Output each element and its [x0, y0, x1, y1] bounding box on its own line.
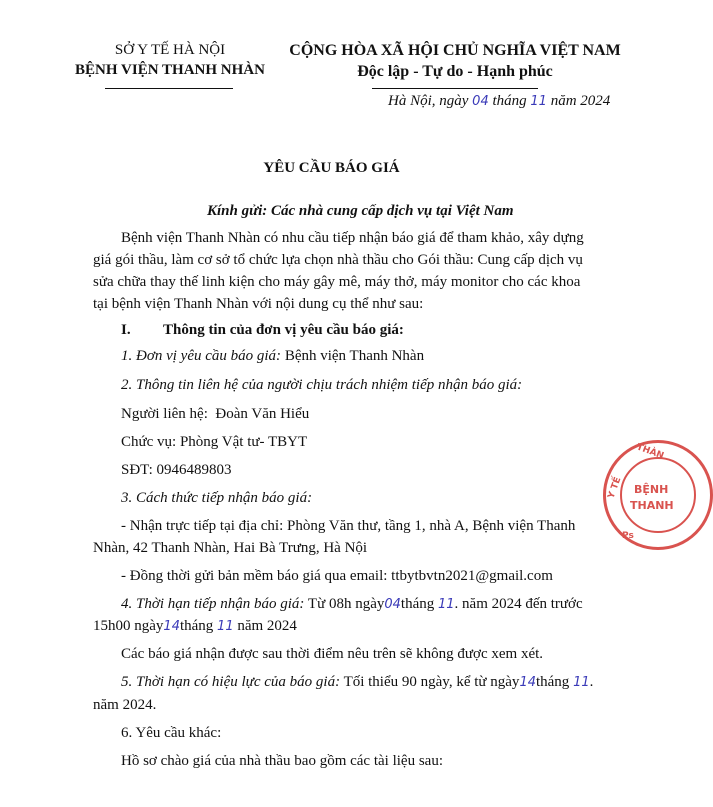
item-4-day-b: 14	[163, 619, 180, 634]
section-number: I.	[121, 322, 131, 338]
date-month: 11	[530, 94, 547, 109]
item-5-text-b: tháng	[535, 674, 570, 690]
item-4-text-b: tháng	[400, 596, 435, 612]
intro-line-1: Bệnh viện Thanh Nhàn có nhu cầu tiếp nhận báo giá để tham khảo, xây dựng	[121, 230, 584, 246]
contact-person-value: Đoàn Văn Hiểu	[215, 406, 310, 422]
item-4-day-a: 04	[384, 597, 401, 612]
red-seal-stamp	[603, 440, 713, 550]
org-parent: SỞ Y TẾ HÀ NỘI	[114, 42, 226, 58]
contact-phone: SĐT: 0946489803	[121, 462, 232, 478]
item-3-direct-line-2: Nhàn, 42 Thanh Nhàn, Hai Bà Trưng, Hà Nội	[93, 540, 368, 556]
item-5-month: 11	[573, 675, 590, 690]
item-1	[121, 348, 424, 365]
item-4-line-1	[121, 596, 583, 613]
item-5-line-1	[121, 674, 593, 691]
contact-position: Chức vụ: Phòng Vật tư- TBYT	[121, 434, 308, 450]
intro-line-4: tại bệnh viện Thanh Nhàn với nội dung cụ thể như sau:	[93, 296, 424, 312]
item-4-text-d: 15h00 ngày	[93, 618, 164, 634]
intro-line-3: sửa chữa thay thế linh kiện cho máy gây mê, máy thở, máy monitor cho các khoa	[93, 274, 581, 290]
date-day: 04	[472, 94, 489, 109]
date-prefix: Hà Nội, ngày	[388, 93, 469, 109]
section-heading: Thông tin của đơn vị yêu cầu báo giá:	[163, 322, 404, 338]
item-6-label: 6. Yêu cầu khác:	[121, 725, 222, 741]
item-4-line-2	[93, 618, 297, 635]
item-5-text-c: .	[589, 674, 594, 690]
seal-text-mid-2: THANH	[630, 499, 674, 512]
item-5-text-a: Tối thiểu 90 ngày, kể từ ngày	[343, 674, 520, 690]
recipient-line: Kính gửi: Các nhà cung cấp dịch vụ tại Việt Nam	[207, 203, 514, 219]
motto-underline	[372, 88, 538, 89]
item-5-label: 5. Thời hạn có hiệu lực của báo giá:	[121, 674, 341, 690]
item-4-text-f: năm 2024	[237, 618, 297, 634]
contact-person	[121, 406, 309, 423]
document-date	[388, 93, 610, 110]
item-4-text-e: tháng	[179, 618, 214, 634]
intro-line-2: giá gói thầu, làm cơ sở tổ chức lựa chọn nhà thầu cho Gói thầu: Cung cấp dịch vụ	[93, 252, 583, 268]
item-3-direct-line-1: - Nhận trực tiếp tại địa chỉ: Phòng Văn thư, tầng 1, nhà A, Bệnh viện Thanh	[121, 518, 576, 534]
item-5-day: 14	[519, 675, 536, 690]
seal-text-top: THÀN	[635, 442, 666, 462]
org-name: BỆNH VIỆN THANH NHÀN	[75, 62, 265, 78]
item-4-month-a: 11	[437, 597, 455, 612]
national-title: CỘNG HÒA XÃ HỘI CHỦ NGHĨA VIỆT NAM	[289, 42, 621, 59]
item-1-label: 1. Đơn vị yêu cầu báo giá:	[121, 348, 282, 364]
seal-text-bottom: Ps	[622, 531, 634, 541]
national-motto: Độc lập - Tự do - Hạnh phúc	[357, 63, 553, 80]
item-4-month-b: 11	[217, 619, 234, 634]
seal-text-mid-1: BỆNH	[634, 483, 669, 496]
item-1-value: Bệnh viện Thanh Nhàn	[284, 348, 425, 364]
item-6-text: Hồ sơ chào giá của nhà thầu bao gồm các tài liệu sau:	[121, 753, 443, 769]
org-underline	[105, 88, 233, 89]
seal-text-left: Y TẾ	[606, 475, 624, 501]
item-5-line-2: năm 2024.	[93, 697, 157, 713]
item-2-label: 2. Thông tin liên hệ của người chịu trách nhiệm tiếp nhận báo giá:	[121, 377, 523, 393]
page-title: YÊU CẦU BÁO GIÁ	[263, 160, 400, 176]
item-4-text-c: . năm 2024 đến trước	[454, 596, 583, 612]
item-3-label: 3. Cách thức tiếp nhận báo giá:	[121, 490, 313, 506]
item-4-label: 4. Thời hạn tiếp nhận báo giá:	[121, 596, 305, 612]
contact-person-label: Người liên hệ:	[121, 406, 208, 422]
item-4-text-a: Từ 08h ngày	[307, 596, 385, 612]
date-month-label: tháng	[492, 93, 527, 109]
date-year: năm 2024	[550, 93, 611, 109]
item-4-note: Các báo giá nhận được sau thời điểm nêu trên sẽ không được xem xét.	[121, 646, 544, 662]
item-3-email-line: - Đồng thời gửi bản mềm báo giá qua email: ttbytbvtn2021@gmail.com	[121, 568, 553, 584]
